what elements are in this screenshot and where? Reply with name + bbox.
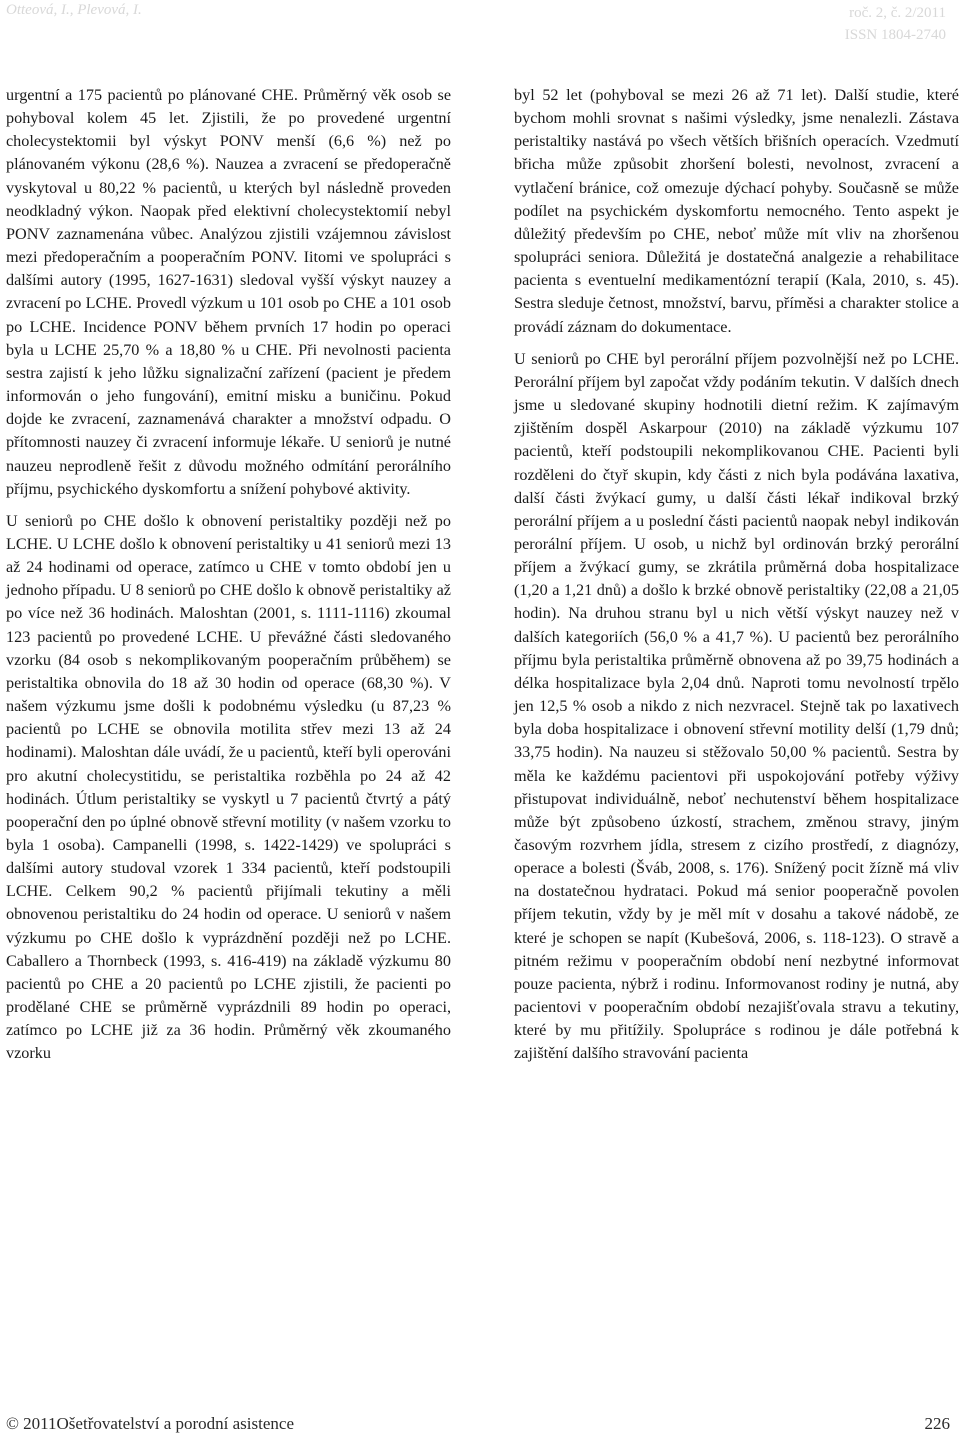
right-paragraph-1: byl 52 let (pohyboval se mezi 26 až 71 let). Další studie, které bychom mohli srovnat s našimi výsledky, jsme nenalezli. Zástava peristaltiky nastává po všech větších břišních operacích. Vzedmutí břicha může způsobit zhoršení bolesti, nevolnost, zvracení a vytlačení bránice, což omezuje dýchací pohyby. Současně se může podílet na psychickém dyskomfortu nemocného. Tento aspekt je důležitý především po CHE, neboť může mít vliv na zhoršenou spolupráci seniora. Důležitá je dostatečná analgezie a rehabilitace pacienta s eventuelní medikamentózní terapií (Kala, 2010, s. 45). Sestra sleduje četnost, množství, barvu, příměsi a charakter stolice a provádí záznam do dokumentace. (514, 86, 959, 336)
page-footer (0, 1404, 960, 1440)
footer-copyright: © 2011Ošetřovatelství a porodní asistence (6, 1414, 294, 1433)
page-number: 226 (924, 1414, 950, 1433)
header-journal-info (845, 2, 946, 46)
left-column (6, 84, 451, 1066)
header-volume: roč. 2, č. 2/2011 (849, 5, 946, 21)
right-paragraph-2: U seniorů po CHE byl perorální příjem pozvolnější než po LCHE. Perorální příjem byl započat vždy podáním tekutin. V dalších dnech jsme u sledované skupiny hodnotili dietní režim. K zajímavým zjištěním dospěl Askarpour (2010) na základě výzkumu 107 pacientů, kteří podstoupili nekomplikovanou CHE. Pacienti byli rozděleni do čtyř skupin, kdy části z nich byla podávána laxativa, další části žvýkací gumy, u další části lékař indikoval brzký perorální příjem a u poslední části pacientů naopak nebyl indikován perorální příjem. U osob, u nichž byl ordinován brzký perorální příjem a žvýkací gumy, se zkrátila průměrná doba hospitalizace (1,20 a 1,21 dnů) a došlo k brzké obnově peristaltiky (22,08 a 21,05 hodin). Na druhou stranu byl u nich větší výskyt nauzey než v dalších kategoriích (56,0 % a 41,7 %). U pacientů bez perorálního příjmu byla peristaltika průměrně obnovena až po 39,75 hodinách a délka hospitalizace byla 2,04 dnů. Naproti tomu nevolností trpělo jen 12,5 % osob a nikdo z nich nezvracel. Stejně tak po laxativech byla doba hospitalizace i obnovení střevní motility delší (1,79 dnů; 33,75 hodin). Na nauzeu si stěžovalo 50,00 % pacientů. Sestra by měla ke každému pacientovi při uspokojování potřeby výživy přistupovat individuálně, neboť nechutenství během hospitalizace může být způsobeno úzkostí, strachem, změnou stravy, jiným časovým rozvrhem jídla, stresem z cizího prostředí, z diagnózy, operace a bolesti (Šváb, 2008, s. 176). Snížený pocit žízně má vliv na dostatečnou hydrataci. Pokud má senior pooperačně povolen příjem tekutin, vždy by je měl mít v dosahu a takové nádobě, ze které je schopen se napít (Kubešová, 2006, s. 118-123). O stravě a pitném režimu v pooperačním období není nezbytné informovat pouze pacienta, nýbrž i rodinu. Informovanost rodiny je nutná, aby pacientovi v pooperačním období nezajišťovala stravu a tekutiny, které by mu přitížily. Spolupráce s rodinou je dále potřebná k zajištění dalšího stravování pacienta (514, 349, 959, 1063)
right-column (514, 84, 959, 1066)
left-paragraph-2: U seniorů po CHE došlo k obnovení peristaltiky později než po LCHE. U LCHE došlo k obnovení peristaltiky u 41 seniorů mezi 13 až 24 hodinami od operace, zatímco u CHE v tomto období jen u jednoho případu. U 8 seniorů po CHE došlo k obnově peristaltiky až po více než 36 hodinách. Maloshtan (2001, s. 1111-1116) zkoumal 123 pacientů po provedené LCHE. U převážné části sledovaného vzorku (84 osob s nekomplikovaným pooperačním průběhem) se peristaltika obnovila do 18 až 30 hodin od operace (68,30 %). V našem výzkumu jsme došli k podobnému výsledku (u 87,23 % pacientů po LCHE se obnovila motilita střev mezi 13 až 24 hodinami). Maloshtan dále uvádí, že u pacientů, kteří byli operováni pro akutní cholecystitidu, se peristaltika rozběhla po 24 až 42 hodinách. Útlum peristaltiky se vyskytl u 7 pacientů čtvrtý a pátý pooperační den po úplné obnově střevní motility (v našem vzorku to byla 1 osoba). Campanelli (1998, s. 1422-1429) ve spolupráci s dalšími autory studoval vzorek 1 334 pacientů, kteří podstoupili LCHE. Celkem 90,2 % pacientů přijímali tekutiny a měli obnovenou peristaltiku do 24 hodin od operace. U seniorů v našem výzkumu po CHE došlo k vyprázdnění později než po LCHE. Caballero a Thornbeck (1993, s. 416-419) na základě výzkumu 80 pacientů po CHE a 20 pacientů po LCHE zjistili, že pacienti po prodělané CHE se průměrně vyprázdnili 89 hodin po operaci, zatímco po LCHE již za 36 hodin. Průměrný věk zkoumaného vzorku (6, 511, 451, 1063)
header-authors: Otteová, I., Plevová, I. (6, 2, 142, 18)
header-issn: ISSN 1804-2740 (844, 27, 946, 43)
left-paragraph-1: urgentní a 175 pacientů po plánované CHE. Průměrný věk osob se pohyboval kolem 45 let. Zjistili, že po provedené urgentní cholecystektomii byl výskyt PONV menší (6,6 %) než po plánovaném výkonu (28,6 %). Nauzea a zvracení se předoperačně vyskytoval u 80,22 % pacientů, u kterých byl následně proveden neodkladný výkon. Naopak před elektivní cholecystektomií nebyl PONV zaznamenána vůbec. Analýzou zjistili vzájemnou závislost mezi předoperačním a pooperačním PONV. Iitomi ve spolupráci s dalšími autory (1995, 1627-1631) sledoval vyšší výskyt nauzey a zvracení po LCHE. Provedl výzkum u 101 osob po CHE a 101 osob po LCHE. Incidence PONV během prvních 17 hodin po operaci byla u LCHE 25,70 % a 18,80 % u CHE. Při nevolnosti pacienta sestra zajistí k jeho lůžku signalizační zařízení (pacient je předem informován o jeho fungování), emitní misku a buničinu. Pokud dojde ke zvracení, zaznamenává charakter a množství odpadu. O přítomnosti nauzey či zvracení informuje lékaře. U seniorů je nutné nauzeu neprodleně řešit z důvodu možného odmítání perorálního příjmu, psychického dyskomfortu a snížení pohybové aktivity. (6, 86, 451, 498)
running-header (0, 0, 960, 44)
